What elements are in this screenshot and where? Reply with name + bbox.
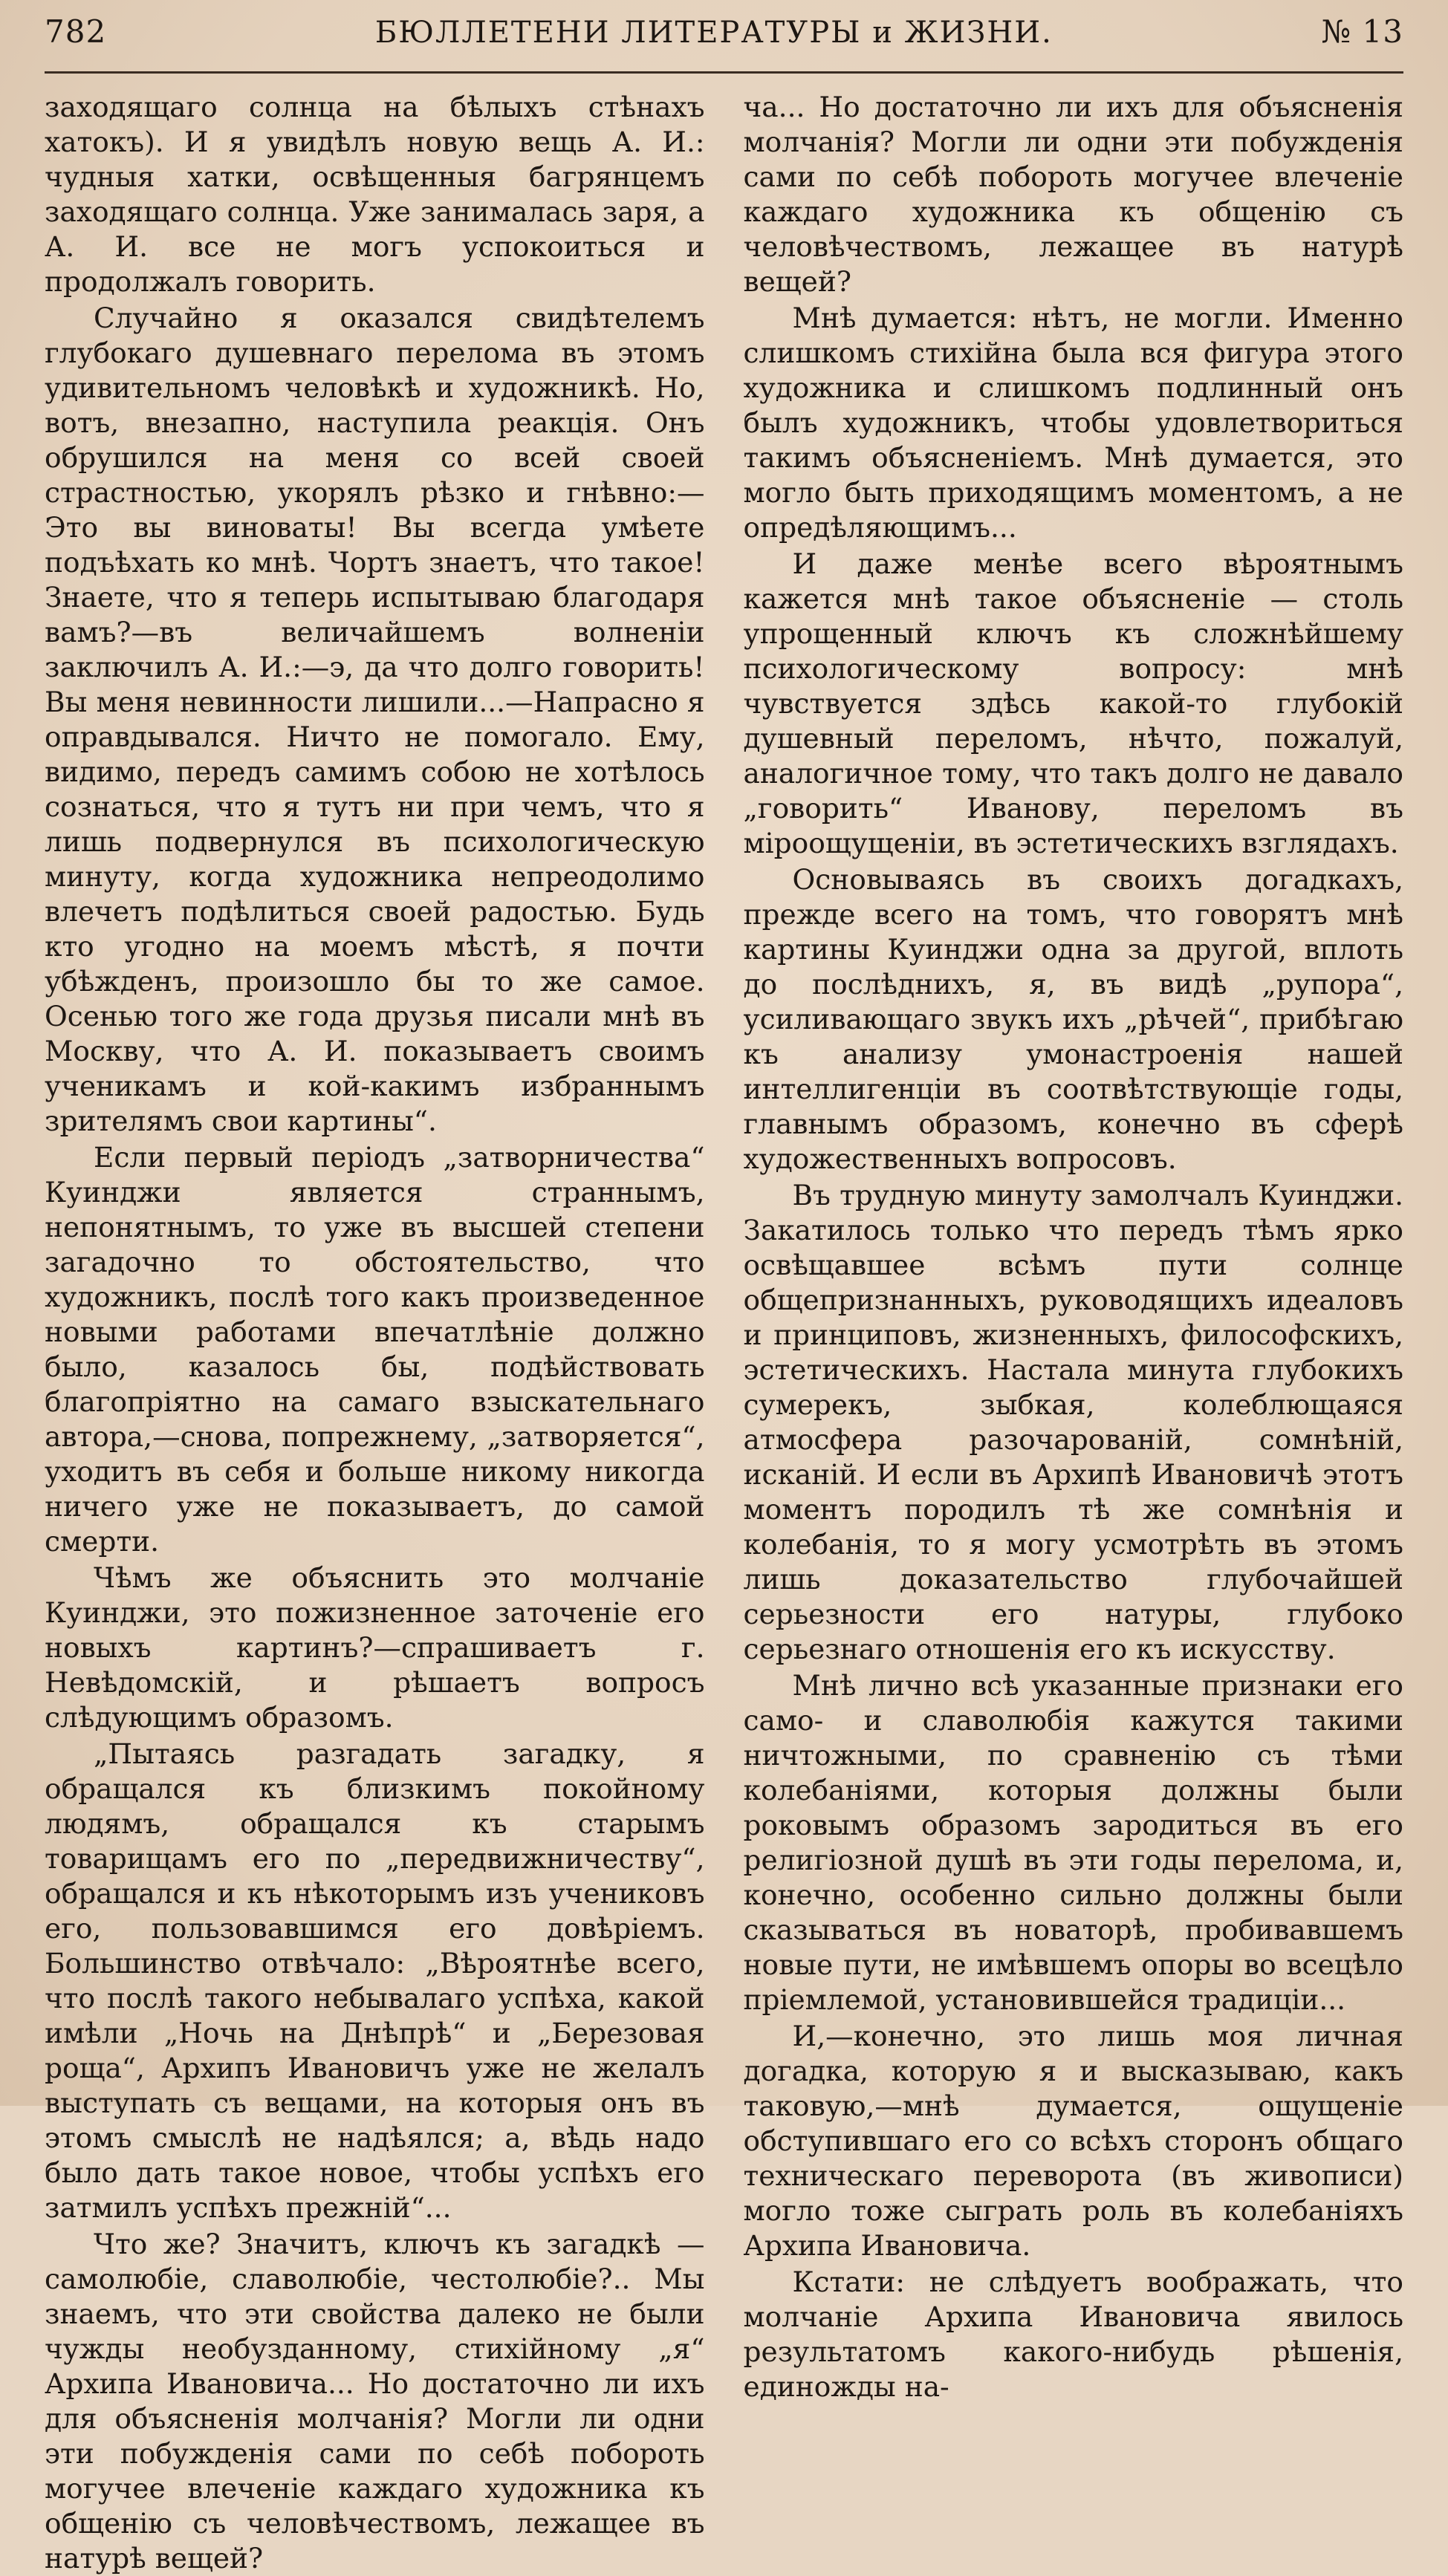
paragraph: Случайно я оказался свидѣтелемъ глубокаго душевнаго перелома въ этомъ удивительномъ человѣкѣ и художникѣ. Но, вотъ, внезапно, наступила реакція. Онъ обрушился на меня со всей своей страстностью, укорялъ рѣзко и гнѣвно:—Это вы виноваты! Вы всегда умѣете подъѣхать ко мнѣ. Чортъ знаетъ, что такое! Знаете, что я теперь испытываю благодаря вамъ?—въ величайшемъ волненіи заключилъ А. И.:—э, да что долго говорить! Вы меня невинности лишили...—Напрасно я оправдывался. Ничто не помогало. Ему, видимо, передъ самимъ собою не хотѣлось сознаться, что я тутъ ни при чемъ, что я лишь подвернулся въ психологическую минуту, когда художника непреодолимо влечетъ подѣлиться своей радостью. Будь кто угодно на моемъ мѣстѣ, я почти убѣжденъ, произошло бы то же самое. Осенью того же года друзья писали мнѣ въ Москву, что А. И. показываетъ своимъ ученикамъ и кой-какимъ избраннымъ зрителямъ свои картины“.	[45, 302, 705, 1137]
paragraph: Что же? Значитъ, ключъ къ загадкѣ — самолюбіе, славолюбіе, честолюбіе?.. Мы знаемъ, что эти свойства далеко не были чужды необузданному, стихійному „я“ Архипа Ивановича... Но достаточно ли ихъ для объясненія молчанія? Могли ли одни эти побужденія сами по себѣ побороть могучее влеченіе каждаго художника къ общенію съ человѣчествомъ, лежащее въ натурѣ вещей?	[45, 2228, 705, 2575]
paragraph: заходящаго солнца на бѣлыхъ стѣнахъ хатокъ). И я увидѣлъ новую вещь А. И.: чудныя хатки, освѣщенныя багрянцемъ заходящаго солнца. Уже занималась заря, а А. И. все не могъ успокоиться и продолжалъ говорить.	[45, 91, 705, 298]
paragraph: Чѣмъ же объяснить это молчаніе Куинджи, это пожизненное заточеніе его новыхъ картинъ?—спрашиваетъ г. Невѣдомскій, и рѣшаетъ вопросъ слѣдующимъ образомъ.	[45, 1561, 705, 1734]
paragraph: Въ трудную минуту замолчалъ Куинджи. Закатилось только что передъ тѣмъ ярко освѣщавшее всѣмъ пути солнце общепризнанныхъ, руководящихъ идеаловъ и принциповъ, жизненныхъ, философскихъ, эстетическихъ. Настала минута глубокихъ сумерекъ, зыбкая, колеблющаяся атмосфера разочарованій, сомнѣній, исканій. И если въ Архипѣ Ивановичѣ этотъ моментъ породилъ тѣ же сомнѣнія и колебанія, то я могу усмотрѣть въ этомъ лишь доказательство глубочайшей серьезности его натуры, глубоко серьезнаго отношенія его къ искусству.	[743, 1179, 1403, 1665]
paragraph: Мнѣ думается: нѣтъ, не могли. Именно слишкомъ стихійна была вся фигура этого художника и слишкомъ подлинный онъ былъ художникъ, чтобы удовлетвориться такимъ объясненіемъ. Мнѣ думается, это могло быть приходящимъ моментомъ, а не опредѣляющимъ...	[743, 302, 1403, 544]
page-number: 782	[45, 13, 107, 50]
left-column	[45, 90, 705, 2575]
issue-number: № 13	[1321, 13, 1403, 50]
paragraph: И,—конечно, это лишь моя личная догадка, которую я и высказываю, какъ таковую,—мнѣ думается, ощущеніе обступившаго его со всѣхъ сторонъ общаго техническаго переворота (въ живописи) могло тоже сыграть роль въ колебаніяхъ Архипа Ивановича.	[743, 2020, 1403, 2262]
paragraph: Основываясь въ своихъ догадкахъ, прежде всего на томъ, что говорятъ мнѣ картины Куинджи одна за другой, вплоть до послѣднихъ, я, въ видѣ „рупора“, усиливающаго звукъ ихъ „рѣчей“, прибѣгаю къ анализу умонастроенія нашей интеллигенціи въ соотвѣтствующіе годы, главнымъ образомъ, конечно въ сферѣ художественныхъ вопросовъ.	[743, 863, 1403, 1175]
paragraph: И даже менѣе всего вѣроятнымъ кажется мнѣ такое объясненіе — столь упрощенный ключъ къ сложнѣйшему психологическому вопросу: мнѣ чувствуется здѣсь какой-то глубокій душевный переломъ, нѣчто, пожалуй, аналогичное тому, что такъ долго не давало „говорить“ Иванову, переломъ въ міроощущеніи, въ эстетическихъ взглядахъ.	[743, 547, 1403, 859]
paragraph: Если первый періодъ „затворничества“ Куинджи является страннымъ, непонятнымъ, то уже въ высшей степени загадочно то обстоятельство, что художникъ, послѣ того какъ произведенное новыми работами впечатлѣніе должно было, казалось бы, подѣйствовать благопріятно на самаго взыскательнаго автора,—снова, попрежнему, „затворяется“, уходитъ въ себя и больше никому никогда ничего уже не показываетъ, до самой смерти.	[45, 1141, 705, 1558]
page-header	[45, 13, 1403, 74]
paragraph: ча... Но достаточно ли ихъ для объясненія молчанія? Могли ли одни эти побужденія сами по себѣ побороть могучее влеченіе каждаго художника къ общенію съ человѣчествомъ, лежащее въ натурѣ вещей?	[743, 91, 1403, 298]
journal-title: БЮЛЛЕТЕНИ ЛИТЕРАТУРЫ и ЖИЗНИ.	[374, 16, 1053, 50]
paragraph: Мнѣ лично всѣ указанные признаки его само- и славолюбія кажутся такими ничтожными, по сравненію съ тѣми колебаніями, которыя должны были роковымъ образомъ зародиться въ его религіозной душѣ въ эти годы перелома, и, конечно, особенно сильно должны были сказываться въ новаторѣ, пробивавшемъ новые пути, не имѣвшемъ опоры во всецѣло пріемлемой, установившейся традиціи...	[743, 1669, 1403, 2016]
paragraph: Кстати: не слѣдуетъ воображать, что молчаніе Архипа Ивановича явилось результатомъ какого-нибудь рѣшенія, единожды на-	[743, 2266, 1403, 2403]
right-column	[743, 90, 1404, 2403]
text-columns	[45, 90, 1403, 2575]
paragraph: „Пытаясь разгадать загадку, я обращался къ близкимъ покойному людямъ, обращался къ старымъ товарищамъ его по „передвижничеству“, обращался и къ нѣкоторымъ изъ учениковъ его, пользовавшимся его довѣріемъ. Большинство отвѣчало: „Вѣроятнѣе всего, что послѣ такого небывалаго успѣха, какой имѣли „Ночь на Днѣпрѣ“ и „Березовая роща“, Архипъ Ивановичъ уже не желалъ выступать съ вещами, на которыя онъ въ этомъ смыслѣ не надѣялся; а, вѣдь надо было дать такое новое, чтобы успѣхъ его затмилъ успѣхъ прежній“...	[45, 1737, 705, 2224]
